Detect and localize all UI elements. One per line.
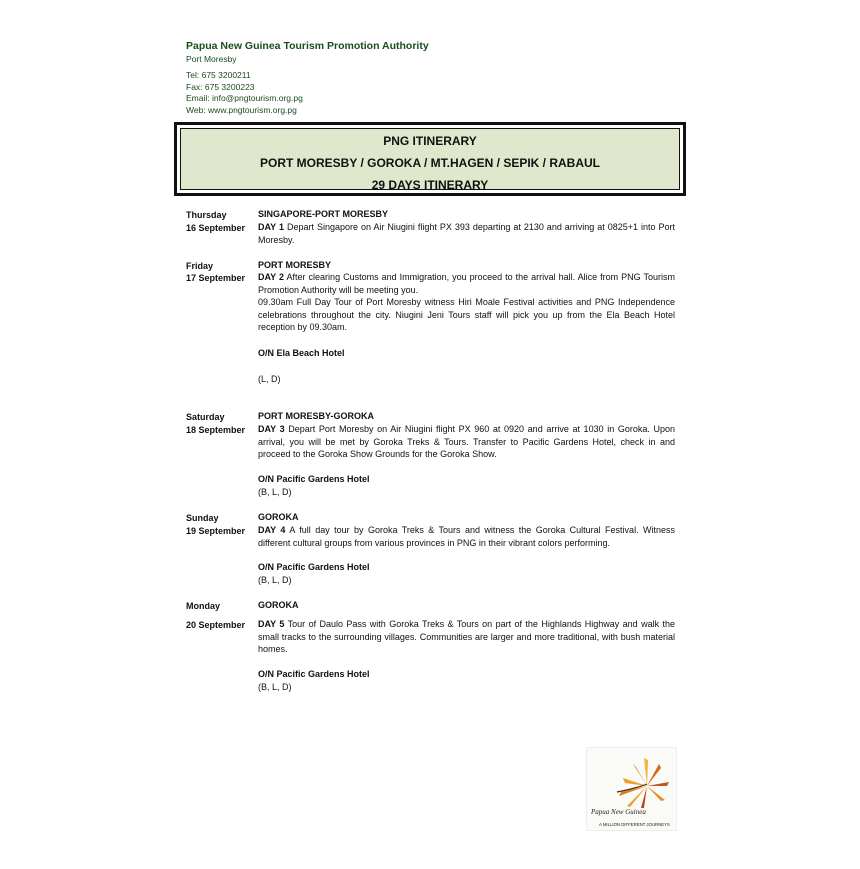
meals: (B, L, D) (258, 575, 292, 585)
day-description (258, 221, 675, 246)
overnight: O/N Pacific Gardens Hotel (258, 669, 370, 679)
email[interactable]: Email: info@pngtourism.org.pg (186, 93, 303, 103)
title-line-2: PORT MORESBY / GOROKA / MT.HAGEN / SEPIK / RABAUL (259, 156, 601, 170)
logo-tagline: A MILLION DIFFERENT JOURNEYS (599, 822, 670, 827)
day-number: DAY 1 (258, 222, 284, 232)
weekday: Sunday (186, 513, 219, 523)
meals: (L, D) (258, 374, 281, 384)
title-line-1: PNG ITINERARY (383, 134, 477, 148)
title-inner (180, 128, 680, 190)
day-description (258, 423, 675, 461)
overnight: O/N Pacific Gardens Hotel (258, 562, 370, 572)
overnight: O/N Pacific Gardens Hotel (258, 474, 370, 484)
web[interactable]: Web: www.pngtourism.org.pg (186, 105, 297, 115)
day-heading: SINGAPORE-PORT MORESBY (258, 209, 389, 219)
tel: Tel: 675 3200211 (186, 70, 251, 80)
org-city: Port Moresby (186, 54, 237, 64)
day-text: A full day tour by Goroka Treks & Tours and witness the Goroka Cultural Festival. Witness different cultural groups from various provinces in PNG in their vibrant colors performing. (258, 525, 675, 548)
weekday: Saturday (186, 412, 225, 422)
day-number: DAY 4 (258, 525, 286, 535)
day-heading: PORT MORESBY-GOROKA (258, 411, 375, 421)
date: 17 September (186, 273, 246, 283)
weekday: Monday (186, 601, 221, 611)
date: 16 September (186, 223, 246, 233)
date: 19 September (186, 526, 246, 536)
day-number: DAY 2 (258, 272, 285, 282)
weekday: Friday (186, 261, 214, 271)
weekday: Thursday (186, 210, 227, 220)
meals: (B, L, D) (258, 487, 292, 497)
title-line-3: 29 DAYS ITINERARY (371, 178, 489, 192)
day-text: After clearing Customs and Immigration, you proceed to the arrival hall. Alice from PNG Tourism Promotion Authority will be meeting you. (258, 272, 675, 295)
day-text: Depart Singapore on Air Niugini flight PX 393 departing at 2130 and arriving at 0825+1 into Port Moresby. (258, 222, 675, 245)
logo-script: Papua New Guinea (591, 808, 646, 816)
org-name: Papua New Guinea Tourism Promotion Authority (186, 40, 429, 52)
date: 18 September (186, 425, 246, 435)
day-heading: PORT MORESBY (258, 260, 332, 270)
day-description (258, 524, 675, 549)
day-description (258, 271, 675, 296)
overnight: O/N Ela Beach Hotel (258, 348, 345, 358)
bird-of-paradise-icon (587, 748, 676, 830)
title-box (174, 122, 686, 196)
day-text-2: 09.30am Full Day Tour of Port Moresby witness Hiri Moale Festival activities and PNG Independence celebrations throughout the city. Niugini Jeni Tours staff will pick you up from the Ela Beach Hotel reception by 09.30am. (258, 297, 675, 332)
png-tourism-logo (586, 747, 677, 831)
day-number: DAY 3 (258, 424, 285, 434)
day-heading: GOROKA (258, 600, 299, 610)
meals: (B, L, D) (258, 682, 292, 692)
day-number: DAY 5 (258, 619, 285, 629)
day-description (258, 618, 675, 656)
day-text: Depart Port Moresby on Air Niugini flight PX 960 at 0920 and arrive at 1030 in Goroka. Upon arrival, you will be met by Goroka Treks & Tours. Transfer to Pacific Gardens Hotel, check in and proceed to the Goroka Show Grounds for the Goroka Show. (258, 424, 675, 459)
day-text: Tour of Daulo Pass with Goroka Treks & Tours on part of the Highlands Highway and walk the small tracks to the surrounding villages. Communities are larger and more traditional, with bush material homes. (258, 619, 675, 654)
date: 20 September (186, 620, 246, 630)
day-heading: GOROKA (258, 512, 299, 522)
fax: Fax: 675 3200223 (186, 82, 255, 92)
